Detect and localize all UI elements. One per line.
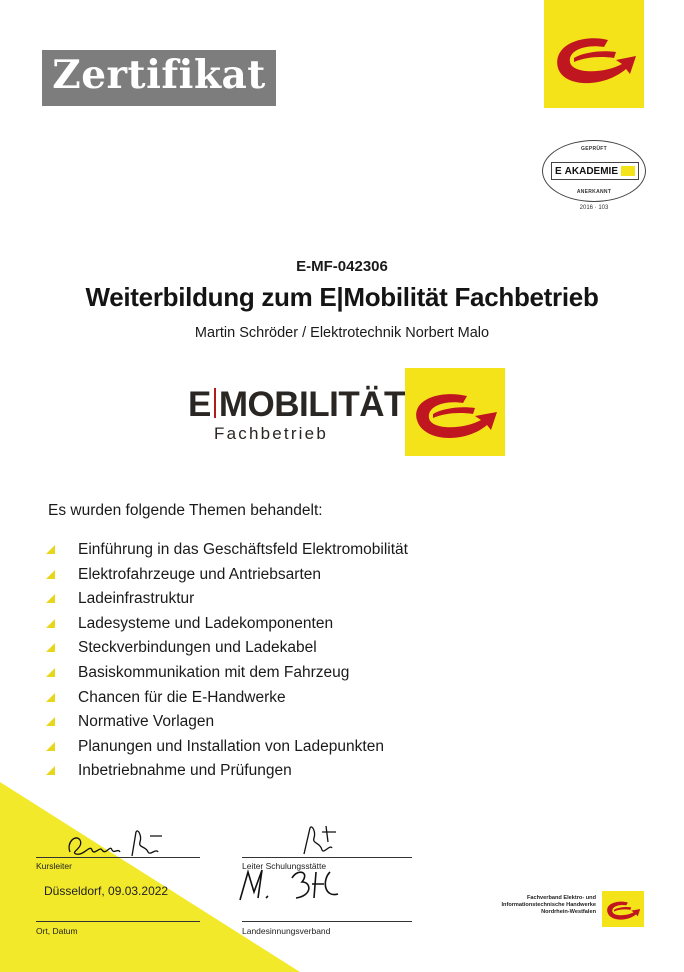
course-leader-label: Kursleiter — [36, 861, 72, 871]
e-logo-middle — [405, 368, 505, 456]
emobility-wordmark-main — [188, 385, 405, 425]
seal-top-text: GEPRÜFT — [581, 146, 607, 152]
association-line-1: Fachverband Elektro- und — [526, 895, 596, 901]
guild-line — [242, 921, 412, 922]
e-check-logo-icon — [405, 368, 505, 456]
list-item: Einführung in das Geschäftsfeld Elektromobilität — [46, 541, 408, 566]
wordmark-divider — [214, 388, 216, 418]
list-item: Elektrofahrzeuge und Antriebsarten — [46, 566, 408, 591]
seal-main-prefix: E — [554, 165, 562, 177]
list-item: Ladesysteme und Ladekomponenten — [46, 615, 408, 640]
certificate-heading: Zertifikat — [52, 52, 266, 98]
triangle-bullet-icon — [46, 766, 55, 775]
certificate-headline: Weiterbildung zum E|Mobilität Fachbetrieb — [85, 282, 599, 312]
e-check-logo-icon — [602, 891, 644, 927]
place-date-line — [36, 921, 200, 922]
triangle-bullet-icon — [46, 619, 55, 628]
list-item: Basiskommunikation mit dem Fahrzeug — [46, 664, 408, 689]
school-leader-signature — [296, 822, 366, 856]
list-item: Steckverbindungen und Ladekabel — [46, 639, 408, 664]
topics-intro: Es wurden folgende Themen behandelt: — [48, 502, 323, 519]
emobility-wordmark — [188, 385, 405, 455]
triangle-bullet-icon — [46, 668, 55, 677]
course-leader-line — [36, 857, 200, 858]
place-date: Düsseldorf, 09.03.2022 — [44, 884, 169, 898]
association-line-2: Informationstechnische Handwerke — [501, 902, 596, 908]
association-line-3: Nordrhein-Westfalen — [541, 909, 596, 915]
list-item: Planungen und Installation von Ladepunkten — [46, 738, 408, 763]
list-item: Normative Vorlagen — [46, 713, 408, 738]
guild-signature — [234, 858, 354, 908]
certificate-heading-box — [42, 50, 276, 106]
e-logo-top — [544, 0, 644, 108]
triangle-bullet-icon — [46, 594, 55, 603]
course-leader-signature — [62, 822, 182, 862]
e-logo-bottom — [602, 891, 644, 927]
emobility-subword: Fachbetrieb — [214, 424, 328, 443]
list-item: Chancen für die E-Handwerke — [46, 689, 408, 714]
akademie-seal — [542, 140, 646, 202]
guild-label: Landesinnungsverband — [242, 926, 331, 936]
e-check-logo-icon — [544, 0, 644, 108]
emobility-word: MOBILITÄT — [218, 385, 405, 424]
triangle-bullet-icon — [46, 693, 55, 702]
school-leader-label: Leiter Schulungsstätte — [242, 861, 327, 871]
place-date-label: Ort, Datum — [36, 926, 78, 936]
seal-main-text: AKADEMIE — [564, 165, 618, 177]
topics-list — [46, 541, 408, 787]
triangle-bullet-icon — [46, 545, 55, 554]
seal-bottom-text: ANERKANNT — [576, 189, 612, 195]
triangle-bullet-icon — [46, 717, 55, 726]
certificate-number: E-MF-042306 — [296, 258, 388, 275]
triangle-bullet-icon — [46, 570, 55, 579]
list-item: Inbetriebnahme und Prüfungen — [46, 762, 408, 787]
seal-number: 2016 · 103 — [579, 205, 609, 211]
association-text — [470, 895, 596, 916]
recipient-names: Martin Schröder / Elektrotechnik Norbert Malo — [194, 325, 490, 341]
triangle-bullet-icon — [46, 742, 55, 751]
emobility-letter: E — [188, 385, 211, 424]
triangle-bullet-icon — [46, 643, 55, 652]
seal-mini-logo-icon — [621, 166, 635, 176]
list-item: Ladeinfrastruktur — [46, 590, 408, 615]
seal-main-label — [551, 162, 639, 180]
